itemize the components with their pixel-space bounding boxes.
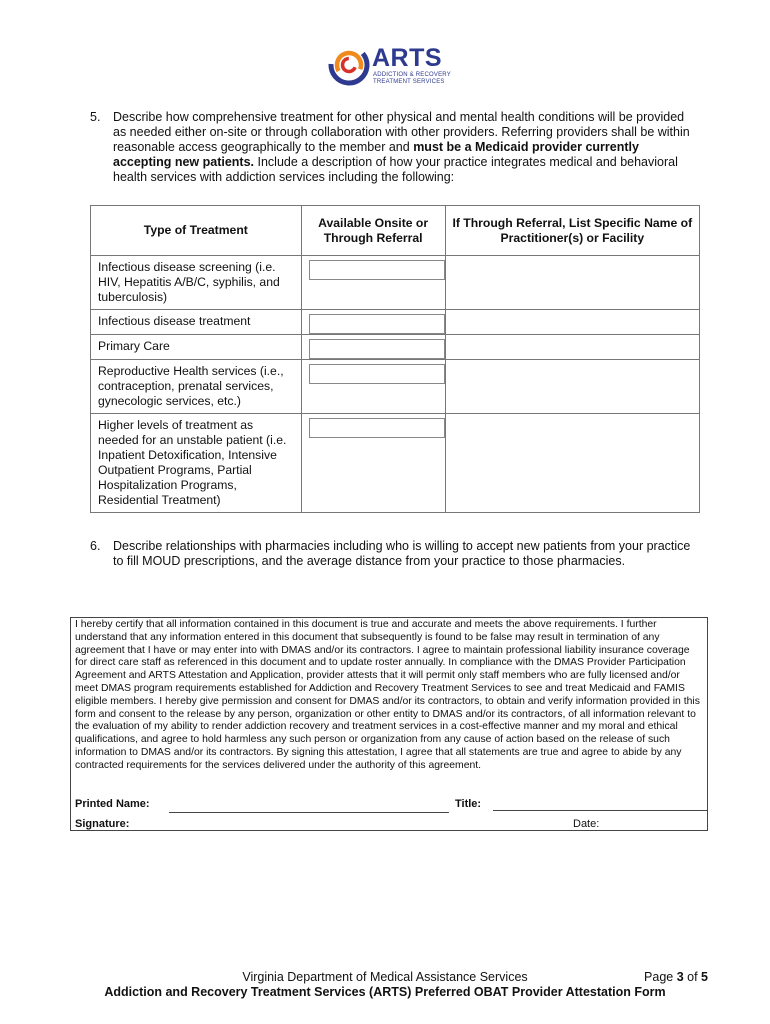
page-number: 3 bbox=[676, 970, 684, 984]
signature-label: Signature: bbox=[75, 818, 130, 830]
footer-form-title: Addiction and Recovery Treatment Services (ARTS) Preferred OBAT Provider Attestation Form bbox=[104, 985, 666, 999]
onsite-input-primary-care[interactable] bbox=[309, 339, 445, 359]
treatment-type-cell: Higher levels of treatment as needed for an unstable patient (i.e. Inpatient Detoxification, Intensive Outpatient Programs, Partial Hospitalization Programs, Residential Treatment) bbox=[91, 414, 302, 513]
table-row bbox=[91, 310, 700, 335]
question-5-text bbox=[113, 110, 693, 185]
question-5-text-part2: Include a description of how your practice integrates medical and behavioral health services with addiction services including the following: bbox=[113, 155, 678, 184]
table-row bbox=[91, 360, 700, 414]
treatment-type-cell: Reproductive Health services (i.e., contraception, prenatal services, gynecologic services, etc.) bbox=[91, 360, 302, 414]
question-5-text-bold: must be a Medicaid provider currently accepting new patients. bbox=[113, 140, 639, 169]
onsite-cell bbox=[301, 414, 445, 513]
page-total: 5 bbox=[701, 970, 708, 984]
question-6-text: Describe relationships with pharmacies including who is willing to accept new patients from your practice to fill MOUD prescriptions, and the average distance from your practice to those pharmacies. bbox=[113, 539, 691, 568]
onsite-input-infectious-treatment[interactable] bbox=[309, 314, 445, 334]
treatment-type-cell: Infectious disease treatment bbox=[91, 310, 302, 335]
header-type-of-treatment: Type of Treatment bbox=[91, 206, 302, 256]
page-of: of bbox=[683, 970, 702, 984]
onsite-cell bbox=[301, 256, 445, 310]
question-5-number: 5. bbox=[90, 110, 101, 124]
treatment-table bbox=[90, 205, 700, 513]
treatment-type-cell: Infectious disease screening (i.e. HIV, Hepatitis A/B/C, syphilis, and tuberculosis) bbox=[91, 256, 302, 310]
table-header-row bbox=[91, 206, 700, 256]
arts-logo bbox=[328, 44, 451, 88]
referral-name-cell[interactable] bbox=[445, 335, 699, 360]
date-label: Date: bbox=[573, 818, 600, 830]
logo-wordmark: ARTS bbox=[372, 44, 443, 72]
question-6-number: 6. bbox=[90, 539, 101, 553]
onsite-input-reproductive-health[interactable] bbox=[309, 364, 445, 384]
table-row bbox=[91, 414, 700, 513]
onsite-input-infectious-screening[interactable] bbox=[309, 260, 445, 280]
printed-name-field[interactable] bbox=[169, 812, 449, 813]
printed-name-label: Printed Name: bbox=[75, 798, 150, 810]
title-label: Title: bbox=[455, 798, 482, 810]
arts-swirl-icon bbox=[328, 44, 370, 86]
onsite-input-higher-levels[interactable] bbox=[309, 418, 445, 438]
certification-box bbox=[70, 617, 708, 831]
table-row bbox=[91, 256, 700, 310]
logo-subtitle-line2: TREATMENT SERVICES bbox=[373, 79, 445, 85]
referral-name-cell[interactable] bbox=[445, 310, 699, 335]
referral-name-cell[interactable] bbox=[445, 360, 699, 414]
page-word: Page bbox=[644, 970, 677, 984]
question-5-text-part1: Describe how comprehensive treatment for other physical and mental health conditions will be provided as needed either on-site or through collaboration with other providers. Referring providers shall be within reasonable access geographically to the member and bbox=[113, 110, 690, 154]
header-available-onsite: Available Onsite or Through Referral bbox=[301, 206, 445, 256]
footer-agency: Virginia Department of Medical Assistance Services bbox=[242, 970, 528, 984]
onsite-cell bbox=[301, 335, 445, 360]
referral-name-cell[interactable] bbox=[445, 256, 699, 310]
title-field[interactable] bbox=[493, 810, 707, 811]
logo-subtitle-line1: ADDICTION & RECOVERY bbox=[373, 72, 451, 78]
treatment-type-cell: Primary Care bbox=[91, 335, 302, 360]
header-referral-name: If Through Referral, List Specific Name of Practitioner(s) or Facility bbox=[445, 206, 699, 256]
onsite-cell bbox=[301, 310, 445, 335]
certification-text: I hereby certify that all information contained in this document is true and accurate and meets the above requirements. I further understand that any information entered in this document that subsequently is found to be false may result in termination of any agreement that I have or may enter into with DMAS and/or its contractors. I agree to maintain professional liability insurance coverage for direct care staff as referenced in this document and to update roster annually. In compliance with the DMAS Provider Participation Agreement and ARTS Attestation and Application, provider attests that it will permit only staff members who are fully licensed and/or meet DMAS program requirements established for Addiction and Recovery Treatment Services to see and treat Medicaid and FAMIS eligible members. I hereby give permission and consent for DMAS and/or its contractors, to obtain and verify information provided in this form and consent to the release by any person, organization or other entity to DMAS and/or its contractors, of all information relevant to the evaluation of my ability to render addiction recovery and treatment services in a cost-effective manner and my moral and ethical qualifications, and agree to hold harmless any such person or organization from any cause of action based on the release of such information to DMAS and/or its contractors. By signing this attestation, I agree that all statements are true and agree to abide by any contracted requirements for the services delivered under the authority of this agreement. bbox=[75, 619, 700, 771]
table-row bbox=[91, 335, 700, 360]
page-indicator bbox=[644, 970, 708, 984]
referral-name-cell[interactable] bbox=[445, 414, 699, 513]
onsite-cell bbox=[301, 360, 445, 414]
